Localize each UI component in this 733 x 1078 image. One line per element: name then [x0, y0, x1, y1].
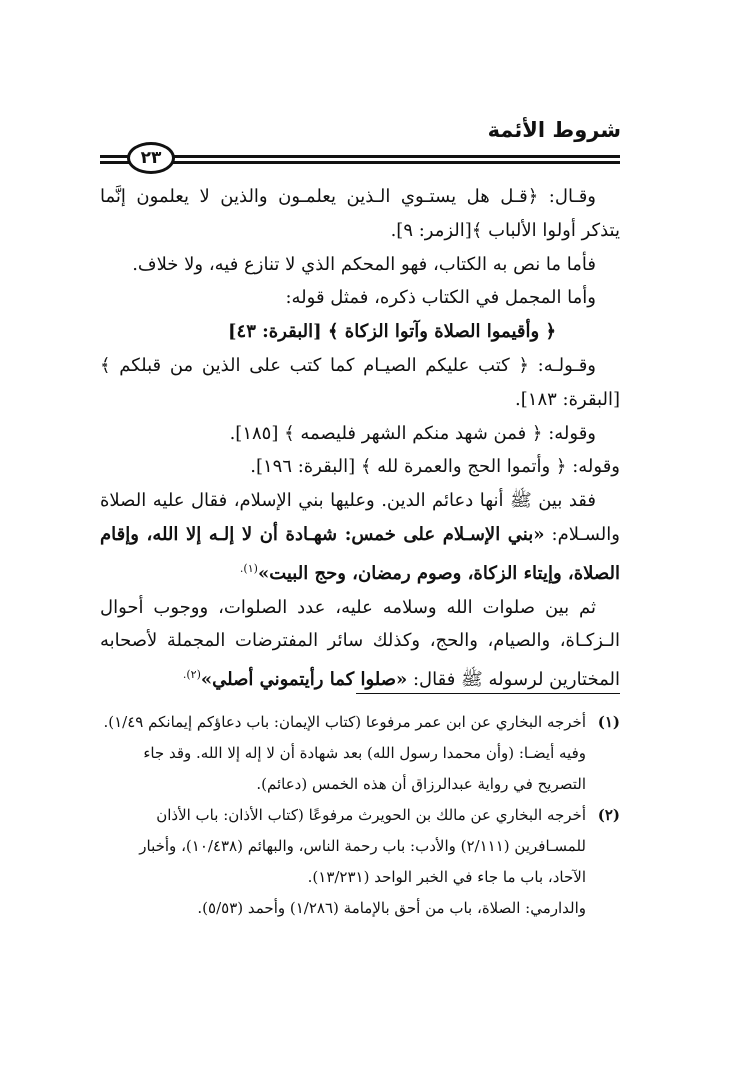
- paragraph-6: وقوله: ﴿ فمن شهد منكم الشهر فليصمه ﴾ [١٨٥].: [229, 422, 596, 444]
- footnote-2: [100, 800, 620, 924]
- footnote-2-number: (٢): [597, 806, 620, 824]
- quran-verse-1: ﴿ وأقيموا الصلاة وآتوا الزكاة ﴾ [البقرة: ٤٣]: [228, 321, 556, 343]
- hadith-quote-1: «بني الإسـلام على خمس: شهـادة أن لا إلـه إلا الله، وإقام الصلاة، وإيتاء الزكاة، وصوم رمضان، وحج البيت»: [100, 523, 620, 584]
- paragraph-1: وقـال: ﴿قـل هل يستـوي الـذين يعلمـون والذين لا يعلمون إنَّما يتذكر أولوا الألباب ﴾[الزمر: ٩].: [100, 186, 620, 241]
- footnotes: [100, 707, 620, 924]
- paragraph-8: [100, 484, 620, 590]
- header-rule: [100, 153, 620, 167]
- footnote-separator: [356, 693, 620, 694]
- paragraph-9: [100, 591, 620, 697]
- paragraph-5: وقـولـه: ﴿ كتب عليكم الصيـام كما كتب على الذين من قبلكم ﴾ [البقرة: ١٨٣].: [100, 354, 620, 410]
- footnote-ref-2[interactable]: (٢).: [182, 668, 201, 682]
- footnote-2-line-1: أخرجه البخاري عن مالك بن الحويرث مرفوعًا (كتاب الأذان: باب الأذان للمسـافرين (٢/١١١) والأدب: باب رحمة الناس، والبهائم (١٠/٤٣٨)، وأخبار الآحاد، باب ما جاء في الخبر الواحد (١٣/٢٣١).: [139, 806, 586, 886]
- paragraph-2: فأما ما نص به الكتاب، فهو المحكم الذي لا تنازع فيه، ولا خلاف.: [132, 253, 596, 275]
- footnote-ref-1[interactable]: (١).: [239, 561, 258, 575]
- footnote-1-line-2: وفيه أيضـا: (وأن محمدا رسول الله) بعد شهادة أن لا إله إلا الله. وقد جاء التصريح في رواية عبدالرزاق أن هذه الخمس (دعائم).: [143, 744, 586, 793]
- running-header-title: شروط الأئمة: [487, 118, 621, 142]
- footnote-1: [100, 707, 620, 800]
- footnote-1-line-1: أخرجه البخاري عن ابن عمر مرفوعا (كتاب الإيمان: باب دعاؤكم إيمانكم ١/٤٩).: [103, 713, 586, 731]
- paragraph-7: وقوله: ﴿ وأتموا الحج والعمرة لله ﴾ [البقرة: ١٩٦].: [250, 456, 620, 478]
- paragraph-9-intro: ثم بين صلوات الله وسلامه عليه، عدد الصلوات، ووجوب أحوال الـزكـاة، والصيام، والحج، وكذلك سائر المفترضات المجملة لأصحابه المختارين لرسوله ﷺ فقال:: [100, 596, 620, 691]
- footnote-2-line-2: والدارمي: الصلاة، باب من أحق بالإمامة (١/٢٨٦) وأحمد (٥/٥٣).: [197, 899, 586, 917]
- main-text: [100, 180, 620, 697]
- footnote-1-number: (١): [597, 713, 620, 731]
- hadith-quote-2: «صلوا كما رأيتموني أصلي»: [200, 669, 408, 691]
- paragraph-3: وأما المجمل في الكتاب ذكره، فمثل قوله:: [285, 287, 596, 309]
- page-number-badge: ٢٣: [127, 142, 175, 174]
- paragraph-8-intro: فقد بين ﷺ أنها دعائم الدين. وعليها بني الإسلام، فقال عليه الصلاة والسـلام:: [100, 490, 620, 545]
